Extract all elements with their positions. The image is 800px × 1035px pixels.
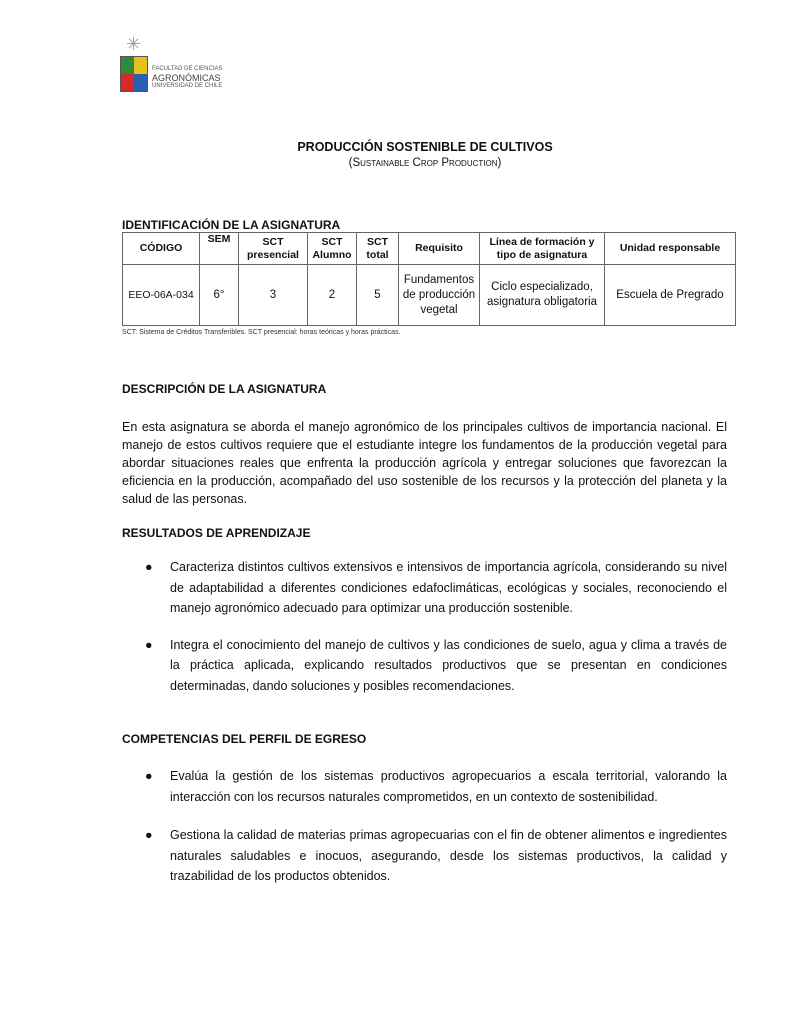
table-header: SCT total bbox=[357, 233, 399, 265]
list-item-text: Caracteriza distintos cultivos extensivos e intensivos de importancia agrícola, considerando su nivel de adaptabilidad a diferentes condiciones edafoclimáticas, ecológicas y sociales, reconociendo el manejo agronómico adecuado para optimizar una producción sostenible. bbox=[170, 560, 727, 615]
logo-line2: AGRONÓMICAS bbox=[152, 73, 221, 83]
list-item bbox=[145, 825, 727, 887]
table-cell: EEO-06A-034 bbox=[123, 265, 200, 326]
list-item bbox=[145, 557, 727, 619]
bullet-icon: ● bbox=[145, 769, 153, 783]
table-header: SCT Alumno bbox=[308, 233, 357, 265]
faculty-logo bbox=[120, 36, 222, 92]
descripcion-heading: DESCRIPCIÓN DE LA ASIGNATURA bbox=[122, 382, 327, 396]
table-header: CÓDIGO bbox=[123, 233, 200, 265]
resultados-heading: RESULTADOS DE APRENDIZAJE bbox=[122, 526, 311, 540]
table-cell: 5 bbox=[357, 265, 399, 326]
table-cell: 3 bbox=[239, 265, 308, 326]
table-header: Requisito bbox=[399, 233, 480, 265]
identificacion-table bbox=[122, 232, 736, 326]
competencias-heading: COMPETENCIAS DEL PERFIL DE EGRESO bbox=[122, 732, 367, 746]
page-title: PRODUCCIÓN SOSTENIBLE DE CULTIVOS bbox=[297, 140, 553, 154]
table-header: Línea de formación y tipo de asignatura bbox=[480, 233, 605, 265]
table-cell: Fundamentos de producción vegetal bbox=[399, 265, 480, 326]
table-header: Unidad responsable bbox=[605, 233, 736, 265]
bullet-icon: ● bbox=[145, 828, 153, 842]
identificacion-heading: IDENTIFICACIÓN DE LA ASIGNATURA bbox=[122, 218, 341, 232]
table-row bbox=[123, 265, 736, 326]
list-item-text: Integra el conocimiento del manejo de cultivos y las condiciones de suelo, agua y clima a través de la práctica aplicada, explicando resultados productivos que se presentan en condiciones determinadas, dando soluciones y posibles recomendaciones. bbox=[170, 637, 727, 693]
table-header: SEM bbox=[200, 233, 239, 265]
descripcion-text: En esta asignatura se aborda el manejo agronómico de los principales cultivos de importancia nacional. El manejo de estos cultivos requiere que el estudiante integre los fundamentos de la producción vegetal para abordar situaciones reales que enfrenta la producción agrícola y entregar soluciones que favorezcan la eficiencia en la producción, acompañado del uso sostenible de los recursos y la protección del planeta y la salud de las personas. bbox=[122, 420, 727, 506]
resultados-list bbox=[145, 557, 727, 696]
competencias-list bbox=[145, 766, 727, 887]
sun-emblem-icon: ✳ bbox=[126, 34, 142, 54]
table-cell: Escuela de Pregrado bbox=[605, 265, 736, 326]
table-cell: 6° bbox=[200, 265, 239, 326]
table-header: SCT presencial bbox=[239, 233, 308, 265]
list-item-text: Evalúa la gestión de los sistemas productivos agropecuarios a escala territorial, valorando la interacción con los recursos naturales comprometidos, en un contexto de sostenibilidad. bbox=[170, 769, 727, 804]
shield-icon bbox=[120, 56, 148, 92]
table-cell: 2 bbox=[308, 265, 357, 326]
table-cell: Ciclo especializado, asignatura obligatoria bbox=[480, 265, 605, 326]
list-item bbox=[145, 635, 727, 697]
table-footnote: SCT: Sistema de Créditos Transferibles. SCT presencial: horas teóricas y horas prácticas. bbox=[122, 329, 401, 336]
logo-line3: UNIVERSIDAD DE CHILE bbox=[152, 83, 223, 89]
list-item bbox=[145, 766, 727, 807]
bullet-icon: ● bbox=[145, 560, 153, 574]
page-subtitle: (Sustainable Crop Production) bbox=[348, 157, 502, 169]
list-item-text: Gestiona la calidad de materias primas agropecuarias con el fin de obtener alimentos e ingredientes naturales saludables e inocuos, asegurando, desde los sistemas productivos, la calidad y trazabilidad de los productos obtenidos. bbox=[170, 828, 727, 883]
logo-line1: FACULTAD DE CIENCIAS bbox=[152, 66, 223, 72]
table-header-row bbox=[123, 233, 736, 265]
bullet-icon: ● bbox=[145, 637, 153, 652]
